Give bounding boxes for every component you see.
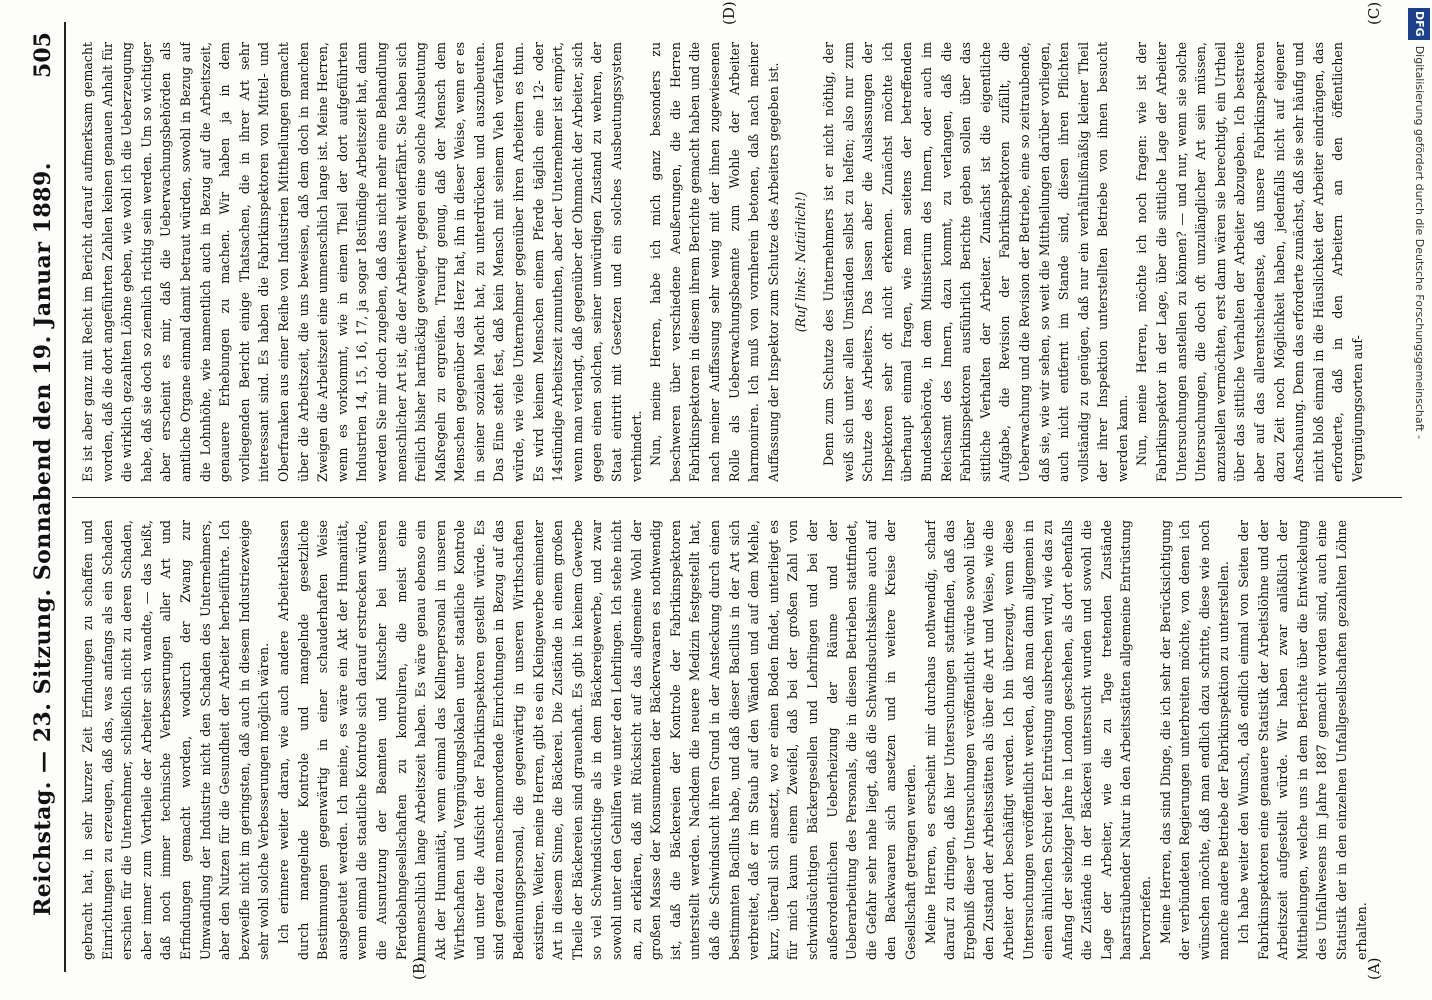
dfg-credit-strip [1408,8,1430,998]
header-rule [64,22,66,972]
paragraph: Ich erinnere weiter daran, wie auch andere Arbeiterklassen durch mangelnde Kontrole und mangelnde gesetzliche Bestimmungen gegenwärtig in einer schauderhaften Weise ausgebeutet werden. Ich meine, es wäre ein Akt der Humanität, wenn einmal die staatliche Kontrole sich darauf erstrecken würde, die Ausnutzung der Beamten und Kutscher bei unseren Pferdebahngesellschaften zu kontroliren, die meist eine unmenschlich lange Arbeitszeit haben. Es wäre genau ebenso ein Akt der Humanität, wenn einmal das Kellnerpersonal in unseren Wirthschaften und Vergnügungslokalen unter staatliche Kontrole und unter die Aufsicht der Fabrikinspektoren gestellt würde. Es sind geradezu menschenmordende Einrichtungen in Bezug auf das Bedienungspersonal, die gegenwärtig in unseren Wirthschaften existiren. Weiter, meine Herren, gibt es ein Kleingewerbe eminenter Art in diesem Sinne, die Bäckerei. Die Zustände in einem großen Theile der Bäckereien sind grauenhaft. Es gibt in keinem Gewerbe so viel Schwindsüchtige als in dem Bäckereigewerbe, und zwar sowohl unter den Gehilfen wie unter den Lehrlingen. Ich stehe nicht an, zu erklären, daß mit Rücksicht auf das allgemeine Wohl der großen Masse der Konsumenten der Bäckerwaaren es nothwendig ist, daß die Bäckereien der Kontrole der Fabrikinspektoren unterstellt werden. Nachdem die neuere Medizin festgestellt hat, daß die Schwindsucht ihren Grund in der Ansteckung durch einen bestimmten Bacillus habe, und daß dieser Bacillus in der Art sich verbreitet, daß er im Staub auf den Wänden und auf dem Mehle, kurz, überall sich ansetzt, wo er einen Boden findet, unterliegt es für mich kaum einem Zweifel, daß bei der großen Zahl von schwindsüchtigen Bäckergesellen und Lehrlingen und bei der außerordentlichen Ueberheizung der Räume und der Ueberarbeitung des Personals, die in diesen Betrieben stattfindet, die Gefahr sehr nahe liegt, daß die Schwindsuchtskeime auch auf den Backwaaren sich ansetzen und in weitere Kreise der Gesellschaft getragen werden. [275,520,918,960]
paragraph: Nun, meine Herren, habe ich mich ganz besonders zu beschweren über verschiedene Aeußerungen, die die Herren Fabrikinspektoren in diesem ihrem Berichte gemacht haben und die nach meiner Auffassung sehr wenig mit der ihnen zugewiesenen Rolle als Ueberwachungsbeamte zum Wohle der Arbeiter harmoniren. Ich muß von vornherein betonen, daß nach meiner Auffassung der Inspektor zum Schutze des Arbeiters gegeben ist. [648,42,781,482]
paragraph: Meine Herren, es erscheint mir durchaus nothwendig, scharf darauf zu dringen, daß hier Untersuchungen stattfinden, daß das Ergebniß dieser Untersuchungen veröffentlicht würde sowohl über den Zustand der Arbeitsstätten als über die Art und Weise, wie die Arbeiter dort beschäftigt werden. Ich bin überzeugt, wenn diese Untersuchungen veröffentlicht werden, daß man dann allgemein in einen ähnlichen Schrei der Entrüstung ausbrechen wird, wie das zu Anfang der siebziger Jahre in London geschehen, als dort ebenfalls die Zustände in der Bäckerei untersucht wurden und sowohl die Lage der Arbeiter, wie die zu Tage tretenden Zustände haarsträubender Natur in den Arbeitsstätten allgemeine Entrüstung hervorriefen. [922,520,1154,960]
margin-mark-a: (A) [1365,957,1383,980]
page-number: 505 [30,32,56,78]
column-divider [72,497,1402,498]
page-header [20,22,68,972]
text-column-left [78,520,1398,960]
header-title: Reichstag. — 23. Sitzung. Sonnabend den 19. Januar 1889. [30,162,56,916]
paragraph: Meine Herren, das sind Dinge, die ich sehr der Berücksichtigung der verbündeten Regierungen unterbreiten möchte, von denen ich wünschen möchte, daß man endlich dazu schritte, diese wie noch manche andere Betriebe der Fabrikinspektion zu unterstellen. [1157,520,1232,960]
dfg-credit [1408,8,1430,998]
paragraph: Nun, meine Herren, möchte ich noch fragen: wie ist der Fabrikinspektor in der Lage, über die sittliche Lage der Arbeiter Untersuchungen anstellen zu können? — und nur, wenn sie solche Untersuchungen, die doch oft unzulänglicher Art sein müssen, anzustellen vermöchten, erst dann wären sie berechtigt, ein Urtheil über das sittliche Verhalten der Arbeiter abzugeben. Ich bestreite aber auf das allerentschiedenste, daß unsere Fabrikinspektoren dazu Zeit noch Möglichkeit haben, jedenfalls nicht auf eigener Anschauung. Denn das erforderte zunächst, daß sie sehr häufig und nicht bloß einmal in die Häuslichkeit der Arbeiter eindrängen, das erforderte, daß in den Arbeitern an den öffentlichen Vergnügungsorten auf- [1134,42,1365,482]
dfg-logo: DFG [1408,8,1430,40]
margin-mark-d: (D) [720,1,738,25]
paragraph: Denn zum Schutze des Unternehmers ist er nicht nöthig, der weiß sich unter allen Umständen selbst zu helfen; also nur zum Schutze des Arbeiters. Das lassen aber die Auslassungen der Inspektoren sehr oft nicht erkennen. Zunächst möchte ich überhaupt einmal fragen, wie man seitens der betreffenden Bundesbehörde, in dem Ministerium des Innern, oder auch im Reichsamt des Innern, dazu kommt, zu verlangen, daß die Fabrikinspektoren ausführlich Berichte geben sollen über das sittliche Verhalten der Arbeiter. Zunächst ist die eigentliche Aufgabe, die Revision der Fabrikinspektoren zufällt, die Ueberwachung und die Revision der Betriebe, eine so zeitraubende, daß sie, wie wir sehen, so weit die Mittheilungen darüber vorliegen, auch nicht entfernt im Stande sind, diesen ihren Pflichten vollständig zu genügen, daß nur ein verhältnißmäßig kleiner Theil der ihrer Inspektion unterstellten Betriebe von ihnen besucht werden kann. [820,42,1130,482]
margin-mark-c: (C) [1365,1,1383,25]
dfg-credit-text: Digitalisierung gefördert durch die Deutsche Forschungsgemeinschaft - [1413,45,1426,440]
margin-mark-b: (B) [410,957,428,980]
text-column-right [78,42,1398,482]
paragraph: Ich habe weiter den Wunsch, daß endlich einmal von Seiten der Fabrikinspektoren eine genauere Statistik der Arbeitslöhne und der Arbeitszeit aufgestellt würde. Wir haben zwar anläßlich der Mittheilungen, welche uns in dem Berichte über die Entwickelung des Unfallwesens im Jahre 1887 gemacht worden sind, auch eine Statistik der in den einzelnen Unfallgesellschaften gezahlten Löhne erhalten. [1236,520,1369,960]
paragraph: gebracht hat, in sehr kurzer Zeit Erfindungen zu schaffen und Einrichtungen zu erzeugen, daß das, was anfangs als ein Schaden erschien für die Unternehmer, schließlich nicht zu deren Schaden, aber immer zum Vortheile der Arbeiter sich wandte, — das heißt, daß noch immer technische Verbesserungen aller Art und Erfindungen gemacht worden, wodurch der Zwang zur Umwandlung der Industrie nicht den Schaden des Unternehmers, aber den Nutzen für die Gesundheit der Arbeiter herbeiführte. Ich bezweifle nicht im geringsten, daß auch in diesem Industriezweige sehr wohl solche Verbesserungen möglich wären. [80,520,272,960]
paragraph: Es ist aber ganz mit Recht im Bericht darauf aufmerksam gemacht worden, daß die dort angeführten Zahlen keinen genauen Anhalt für die wirklich gezahlten Löhne geben, wie wohl ich die Ueberzeugung habe, daß sie doch so ziemlich richtig sein werden. Um so wichtiger aber erscheint es mir, daß die Ueberwachungsbehörden als amtliche Organe einmal damit betraut würden, sowohl in Bezug auf die Lohnhöhe, wie namentlich auch in Bezug auf die Arbeitszeit, genauere Erhebungen zu machen. Wir haben ja in dem vorliegenden Bericht einige Thatsachen, die in ihrer Art sehr interessant sind. Es haben die Fabrikinspektoren von Mittel- und Oberfranken aus einer Reihe von Industrien Mittheilungen gemacht über die Arbeitszeit, die uns beweisen, daß dem doch in manchen Zweigen die Arbeitszeit eine unmenschlich lange ist. Meine Herren, wenn es vorkommt, wie in einem Theil der dort aufgeführten Industrien 14, 15, 16, 17, ja sogar 18stündige Arbeitszeit hat, dann werden Sie mir doch zugeben, daß das nicht mehr eine Behandlung menschlicher Art ist, die der Arbeiterwelt widerfährt. Sie haben sich freilich bisher hartnäckig geweigert, gegen eine solche Ausbeutung Maßregeln zu ergreifen. Traurig genug, daß der Mensch dem Menschen gegenüber das Herz hat, ihn in dieser Weise, wenn er es in seiner sozialen Macht hat, zu unterdrücken und auszubeuten. Das Eine steht fest, daß kein Mensch mit seinem Vieh verfahren würde, wie viele Unternehmer gegenüber ihren Arbeitern es thun. Es wird keinem Menschen einem Pferde täglich eine 12- oder 14stündige Arbeitszeit zumuthen, aber der Unternehmer ist empört, wenn man verlangt, daß gegenüber der Ohnmacht der Arbeiter, sich gegen einen solchen, seiner unwürdigen Zustand zu wehren, der Staat eintritt mit Gesetzen und ein solches Ausbeutungssystem verhindert. [80,42,644,482]
interjection: (Ruf links: Natürlich!) [793,191,809,333]
